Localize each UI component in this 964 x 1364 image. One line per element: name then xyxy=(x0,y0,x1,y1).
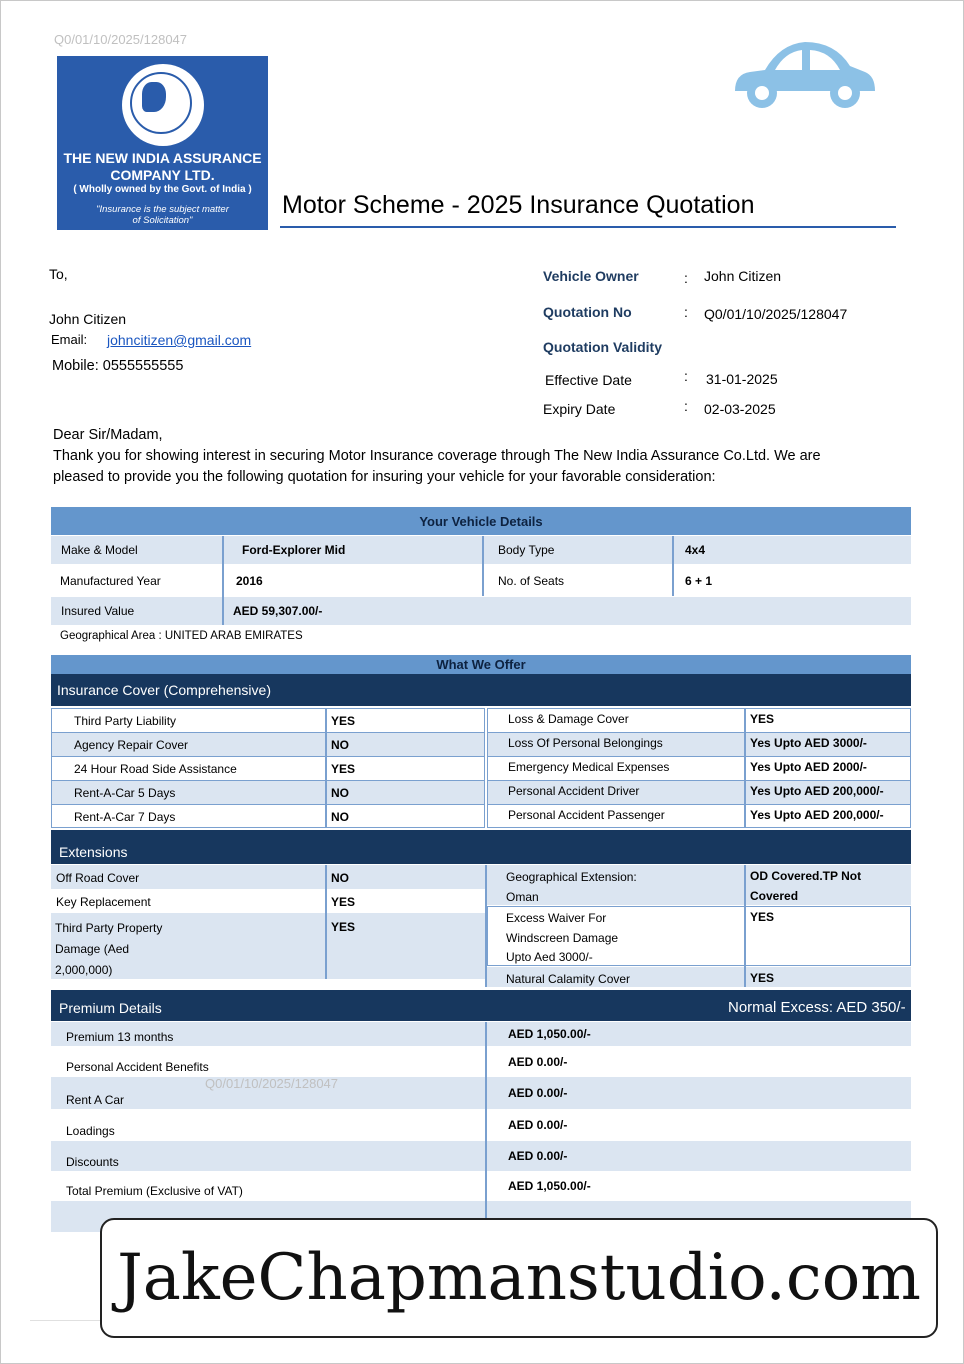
premium-value: AED 0.00/- xyxy=(508,1118,568,1132)
cover-value: YES xyxy=(331,762,356,776)
cover-value: Yes Upto AED 2000/- xyxy=(750,760,867,774)
premium-label: Rent A Car xyxy=(66,1093,125,1107)
quotation-validity-label: Quotation Validity xyxy=(543,339,663,355)
colon: : xyxy=(684,398,688,414)
page-title: Motor Scheme - 2025 Insurance Quotation xyxy=(282,191,755,219)
cover-label: Rent-A-Car 5 Days xyxy=(74,786,176,800)
salutation: Dear Sir/Madam, xyxy=(53,427,163,443)
insured-value: AED 59,307.00/- xyxy=(233,604,323,618)
insured-value-label: Insured Value xyxy=(61,604,135,618)
excess-waiver-label: Excess Waiver For Windscreen Damage Upto Aed 3000/- xyxy=(506,911,619,964)
cover-label: Personal Accident Driver xyxy=(508,784,640,798)
cover-value: Yes Upto AED 200,000/- xyxy=(750,784,884,798)
cover-label: Agency Repair Cover xyxy=(74,738,189,752)
cover-value: NO xyxy=(331,786,349,800)
quotation-no-label: Quotation No xyxy=(543,304,632,320)
what-we-offer-header: What We Offer xyxy=(51,655,911,674)
natural-calamity-value: YES xyxy=(750,971,775,985)
cover-value: Yes Upto AED 3000/- xyxy=(750,736,867,750)
manufactured-year-value: 2016 xyxy=(236,573,263,588)
third-party-property-label: Third Party Property Damage (Aed 2,000,000) xyxy=(55,921,163,977)
cover-value: YES xyxy=(750,712,775,726)
vehicle-owner-label: Vehicle Owner xyxy=(543,268,639,284)
company-logo xyxy=(57,56,268,230)
logo-subtext: ( Wholly owned by the Govt. of India ) xyxy=(73,184,252,195)
make-model-value: Ford-Explorer Mid xyxy=(242,543,346,557)
cover-letter xyxy=(53,425,873,488)
logo-text: THE NEW INDIA ASSURANCE COMPANY LTD. xyxy=(63,150,262,183)
vehicle-owner-value: John Citizen xyxy=(704,268,782,284)
mobile-line: Mobile: 0555555555 xyxy=(52,358,184,374)
premium-value: AED 0.00/- xyxy=(508,1086,568,1100)
geographical-extension-label: Geographical Extension: Oman xyxy=(506,870,637,904)
logo-tagline: "Insurance is the subject matter of Solicitation" xyxy=(96,204,229,226)
key-replacement-value: YES xyxy=(331,895,356,909)
premium-label: Discounts xyxy=(66,1155,119,1169)
title-divider xyxy=(280,226,896,228)
cover-label: Personal Accident Passenger xyxy=(508,808,665,822)
make-model-label: Make & Model xyxy=(61,543,138,557)
reference-number-ghost: Q0/01/10/2025/128047 xyxy=(205,1076,339,1091)
colon: : xyxy=(684,270,688,286)
off-road-value: NO xyxy=(331,871,349,885)
cover-value: Yes Upto AED 200,000/- xyxy=(750,808,884,822)
geographical-area: Geographical Area : UNITED ARAB EMIRATES xyxy=(60,630,303,642)
premium-label: Loadings xyxy=(66,1124,115,1138)
cover-label: Loss & Damage Cover xyxy=(508,712,629,726)
cover-label: Third Party Liability xyxy=(74,714,177,728)
colon: : xyxy=(684,368,688,384)
quotation-no-value: Q0/01/10/2025/128047 xyxy=(704,306,848,322)
body-type-value: 4x4 xyxy=(685,543,706,557)
seats-label: No. of Seats xyxy=(498,573,565,588)
excess-waiver-value: YES xyxy=(750,910,775,924)
third-party-property-value: YES xyxy=(331,920,356,934)
letter-body: Thank you for showing interest in securing Motor Insurance coverage through The New India Assurance Co.Ltd. We are pleased to provide you the following quotation for insuring your vehicle for your favorable consideration: xyxy=(53,448,821,485)
car-icon xyxy=(730,36,880,111)
reference-number-top: Q0/01/10/2025/128047 xyxy=(54,32,188,47)
geographical-extension-value: OD Covered.TP Not Covered xyxy=(750,869,862,903)
emblem-icon xyxy=(122,64,204,146)
natural-calamity-label: Natural Calamity Cover xyxy=(506,972,631,986)
effective-date-value: 31-01-2025 xyxy=(706,371,778,387)
cover-label: Emergency Medical Expenses xyxy=(508,760,670,774)
insurance-cover-header: Insurance Cover (Comprehensive) xyxy=(51,674,911,706)
manufactured-year-label: Manufactured Year xyxy=(60,573,161,588)
premium-label: Personal Accident Benefits xyxy=(66,1060,209,1074)
email-link[interactable]: johncitizen@gmail.com xyxy=(107,332,252,348)
cover-value: NO xyxy=(331,810,349,824)
premium-details-header: Premium Details xyxy=(59,1000,162,1016)
footer-rule xyxy=(30,1320,100,1321)
premium-value: AED 1,050.00/- xyxy=(508,1179,591,1193)
premium-value: AED 0.00/- xyxy=(508,1149,568,1163)
premium-value: AED 0.00/- xyxy=(508,1054,568,1069)
premium-label: Total Premium (Exclusive of VAT) xyxy=(66,1184,243,1198)
cover-value: NO xyxy=(331,738,349,752)
to-label: To, xyxy=(49,266,68,282)
normal-excess: Normal Excess: AED 350/- xyxy=(728,999,906,1016)
colon: : xyxy=(684,304,688,320)
premium-label: Premium 13 months xyxy=(66,1030,174,1044)
cover-label: 24 Hour Road Side Assistance xyxy=(74,762,237,776)
seats-value: 6 + 1 xyxy=(685,573,713,588)
extensions-header: Extensions xyxy=(51,830,911,864)
cover-value: YES xyxy=(331,714,356,728)
key-replacement-label: Key Replacement xyxy=(56,895,151,909)
body-type-label: Body Type xyxy=(498,543,555,557)
effective-date-label: Effective Date xyxy=(545,372,632,388)
recipient-name: John Citizen xyxy=(49,311,127,327)
expiry-date-label: Expiry Date xyxy=(543,401,616,417)
cover-label: Loss Of Personal Belongings xyxy=(508,736,663,750)
watermark-banner: JakeChapmanstudio.com xyxy=(100,1218,938,1338)
premium-value: AED 1,050.00/- xyxy=(508,1027,591,1041)
expiry-date-value: 02-03-2025 xyxy=(704,401,776,417)
cover-label: Rent-A-Car 7 Days xyxy=(74,810,176,824)
email-label: Email: xyxy=(51,332,88,347)
vehicle-details-header: Your Vehicle Details xyxy=(51,507,911,535)
off-road-label: Off Road Cover xyxy=(56,871,140,885)
